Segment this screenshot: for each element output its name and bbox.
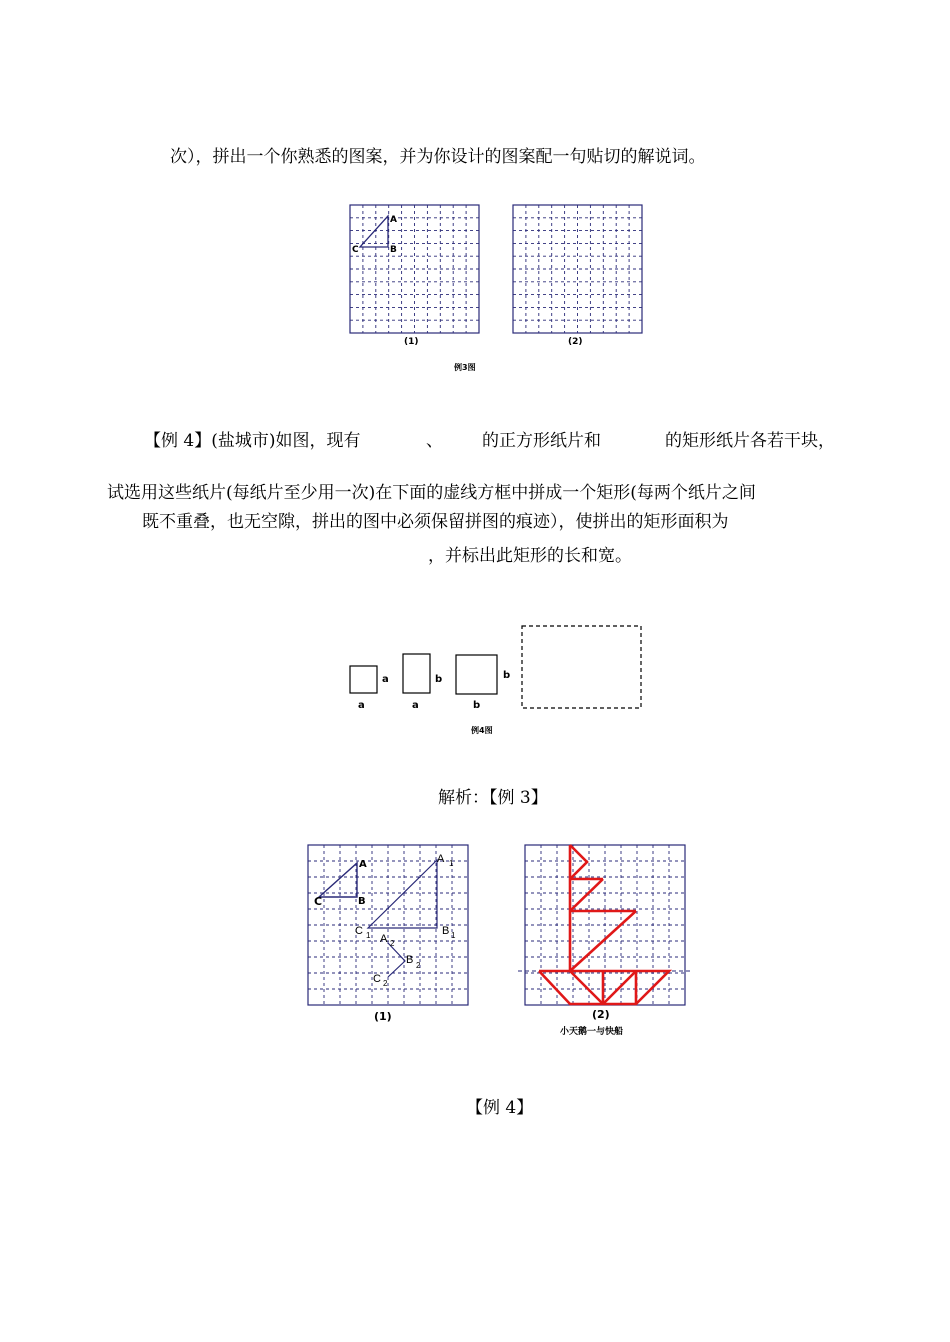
grid-border (350, 205, 479, 333)
ex3-caption-1: (1) (404, 337, 419, 347)
rect-ab (403, 654, 430, 693)
sol-label-b1: B (442, 925, 450, 937)
sol-label-b2-sub: 2 (416, 961, 421, 970)
ex4-figure-caption: 例4图 (471, 726, 493, 735)
ex3-figure-caption: 例3图 (454, 363, 476, 372)
sol-label-c1-sub: 1 (366, 931, 371, 940)
ex3-label-c: C (352, 245, 359, 255)
text-line-4: 既不重叠，也无空隙，拼出的图中必须保留拼图的痕迹），使拼出的矩形面积为 (142, 512, 729, 532)
sol-label-c2-sub: 2 (383, 979, 388, 988)
square-b (456, 655, 497, 694)
grid-border (308, 845, 468, 1005)
sol-label-c1: C (355, 925, 363, 937)
ex4-square-text: 的正方形纸片和 (482, 431, 601, 451)
solution-triangle-a1b1c1 (368, 860, 437, 928)
text-line-5: ，并标出此矩形的长和宽。 (428, 546, 632, 566)
sol-caption-2: (2) (592, 1008, 610, 1021)
solution-triangle-abc (319, 863, 357, 897)
square-a-bottom-label: a (358, 700, 365, 711)
solution-header-ex4: 【例 4】 (466, 1098, 534, 1118)
sol-label-b2: B (406, 954, 414, 966)
grid-border (513, 205, 642, 333)
ex4-rect-text: 的矩形纸片各若干块， (665, 431, 835, 451)
sol-label-a1-sub: 1 (449, 859, 454, 868)
sol-label-c2: C (373, 973, 381, 985)
dashed-target-frame (522, 626, 641, 708)
rect-ab-right-label: b (435, 674, 443, 685)
sol-label-c: C (314, 895, 323, 908)
ex3-caption-2: (2) (568, 337, 583, 347)
rect-ab-bottom-label: a (412, 700, 419, 711)
square-a-right-label: a (382, 674, 389, 685)
text-line-1: 次），拼出一个你熟悉的图案，并为你设计的图案配一句贴切的解说词。 (170, 147, 706, 167)
sol-label-a2-sub: 2 (390, 939, 395, 948)
sol-label-b1-sub: 1 (451, 931, 456, 940)
ex3-triangle-abc (360, 216, 388, 247)
swan-and-boat-figure (539, 845, 669, 1004)
ex3-label-a: A (390, 215, 397, 225)
solution-header-ex3: 解析：【例 3】 (438, 788, 548, 808)
sol-label-a1: A (437, 853, 445, 865)
solution-grid-1 (308, 845, 468, 1005)
sol-label-b: B (358, 896, 366, 907)
ex4-intro: 【例 4】(盐城市)如图，现有 (144, 431, 361, 451)
sol-label-a2: A (380, 933, 388, 945)
solution-triangle-a2b2c2 (388, 943, 405, 977)
ex3-grid-1 (350, 205, 479, 333)
sol-panel2-subtitle: 小天鹅一与快船 (560, 1027, 624, 1037)
square-a (350, 666, 377, 693)
grid-border (525, 845, 685, 1005)
ex4-separator: 、 (426, 431, 443, 451)
ex3-grid-2 (513, 205, 642, 333)
text-line-3: 试选用这些纸片(每纸片至少用一次)在下面的虚线方框中拼成一个矩形(每两个纸片之间 (107, 483, 756, 503)
ex3-label-b: B (390, 245, 397, 255)
sol-caption-1: (1) (374, 1010, 392, 1023)
solution-grid-2 (525, 845, 685, 1005)
square-b-right-label: b (503, 670, 511, 681)
sol-label-a: A (359, 859, 367, 870)
square-b-bottom-label: b (473, 700, 481, 711)
